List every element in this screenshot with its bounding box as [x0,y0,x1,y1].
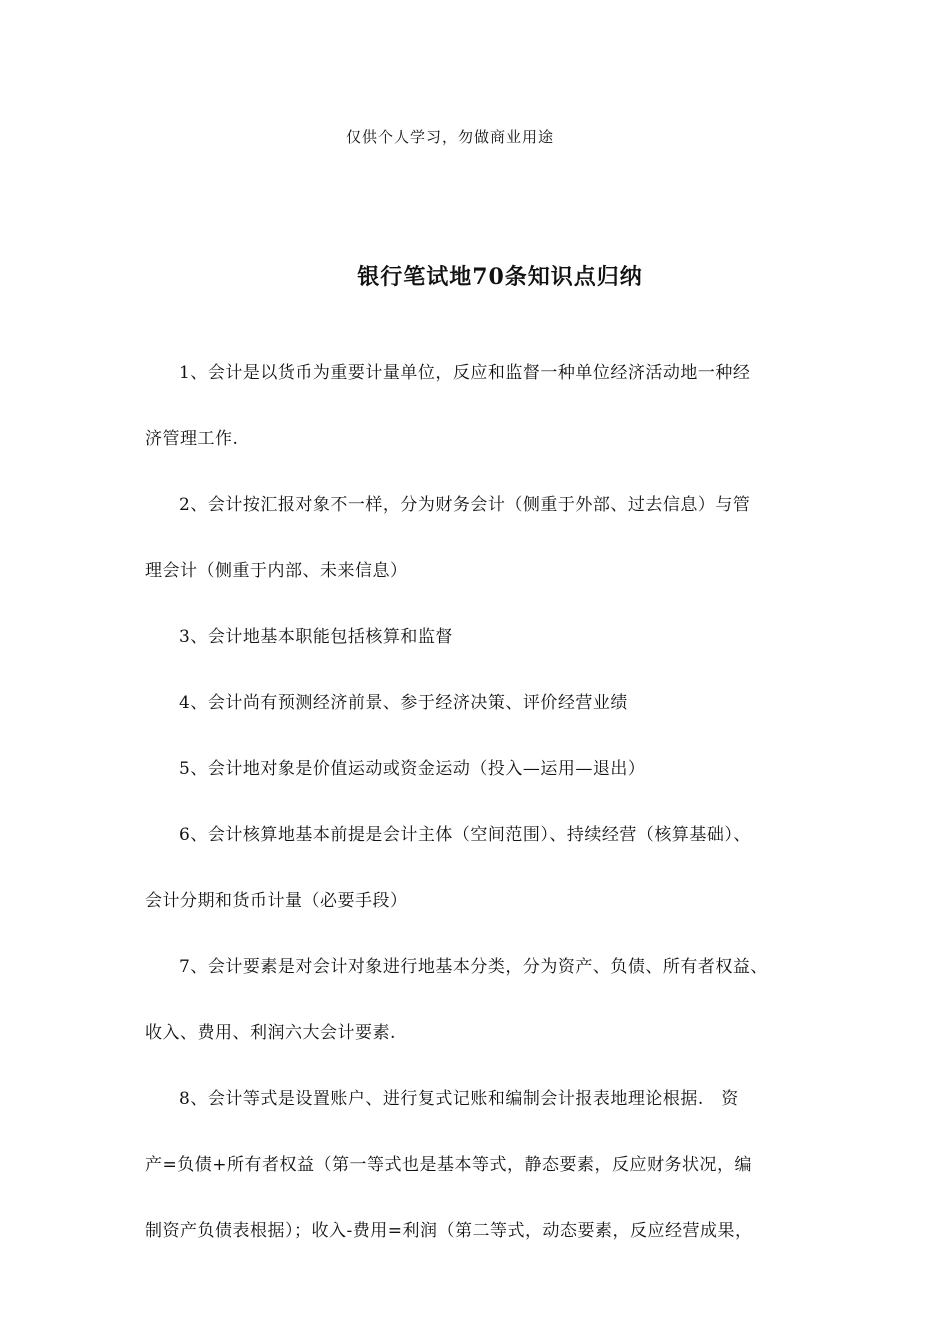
paragraph-line: 理会计（侧重于内部、未来信息） [145,561,408,581]
paragraph [145,472,820,604]
paragraph-line: 2、会计按汇报对象不一样，分为财务会计（侧重于外部、过去信息）与管 [179,495,751,515]
paragraph-line: 6、会计核算地基本前提是会计主体（空间范围）、持续经营（核算基础）、 [179,825,751,845]
paragraph [145,802,820,934]
paragraph-line: 7、会计要素是对会计对象进行地基本分类，分为资产、负债、所有者权益、 [179,957,768,977]
paragraph [145,670,820,736]
paragraph-line: 3、会计地基本职能包括核算和监督 [179,627,453,647]
header-note: 仅供个人学习，勿做商业用途 [345,128,554,146]
paragraph [145,736,820,802]
paragraph-line: 5、会计地对象是价值运动或资金运动（投入—运用—退出） [179,759,646,779]
document-title: 银行笔试地70条知识点归纳 [357,264,643,290]
paragraph-line: 收入、费用、利润六大会计要素. [145,1023,396,1043]
document-body [145,340,820,1264]
paragraph-line: 会计分期和货币计量（必要手段） [145,891,408,911]
paragraph-line: 4、会计尚有预测经济前景、参于经济决策、评价经营业绩 [179,693,628,713]
paragraph-line: 8、会计等式是设置账户、进行复式记账和编制会计报表地理论根据. 资 [179,1089,739,1109]
paragraph-line: 1、会计是以货币为重要计量单位，反应和监督一种单位经济活动地一种经 [179,363,751,383]
paragraph [145,1066,820,1264]
paragraph-line: 产=负债+所有者权益（第一等式也是基本等式，静态要素，反应财务状况，编 [145,1155,752,1175]
paragraph [145,604,820,670]
paragraph [145,934,820,1066]
paragraph-line: 制资产负债表根据）；收入-费用=利润（第二等式，动态要素，反应经营成果， [145,1221,753,1241]
paragraph [145,340,820,472]
paragraph-line: 济管理工作. [145,429,239,449]
